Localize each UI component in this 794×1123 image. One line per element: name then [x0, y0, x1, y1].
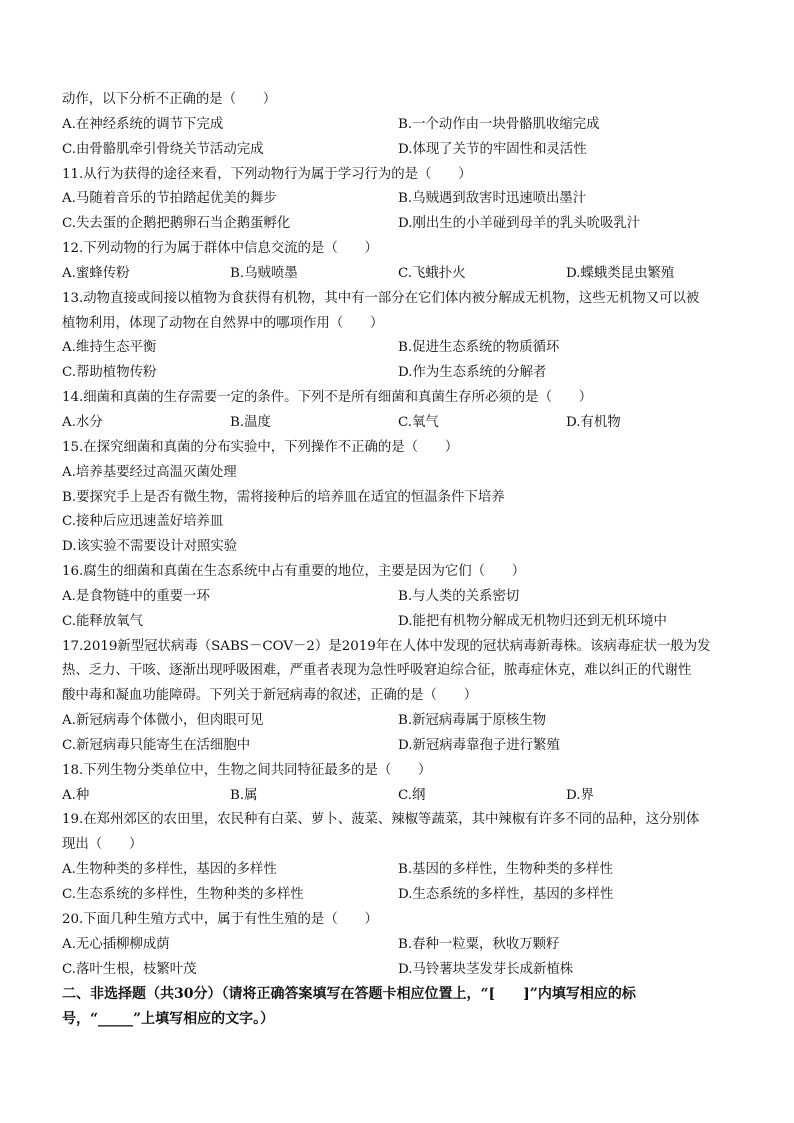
q19-option-a: A.生物种类的多样性，基因的多样性	[62, 862, 277, 878]
q11-options-row	[62, 212, 734, 237]
q20-option-c: C.落叶生根，枝繁叶茂	[62, 961, 197, 977]
q17-option-c: C.新冠病毒只能寄生在活细胞中	[62, 737, 251, 753]
q18-option-c: C.纲	[398, 787, 426, 803]
q11-option-b: B.乌贼遇到敌害时迅速喷出墨汁	[398, 191, 587, 207]
q17-option-d: D.新冠病毒靠孢子进行繁殖	[398, 737, 560, 753]
exam-page	[62, 88, 734, 1032]
q18-options-row	[62, 784, 734, 809]
section-2-heading: 二、非选择题（共30分）（请将正确答案填写在答题卡相应位置上，“[ ]”内填写相应的标	[62, 986, 636, 1003]
q18-stem: 18.下列生物分类单位中，生物之间共同特征最多的是（ ）	[62, 762, 432, 778]
q19-option-d: D.生态系统的多样性，基因的多样性	[398, 887, 614, 902]
q13-options-row	[62, 336, 734, 361]
q14-option-c: C.氧气	[398, 414, 439, 430]
q13-stem-line: 13.动物直接或间接以植物为食获得有机物，其中有一部分在它们体内被分解成无机物，这些无机物又可以被	[62, 290, 700, 306]
q20-option-b: B.春种一粒粟，秋收万颗籽	[398, 936, 560, 952]
q18-option-a: A.种	[62, 787, 90, 803]
q15-option-b: B.要探究手上是否有微生物，需将接种后的培养皿在适宜的恒温条件下培养	[62, 489, 505, 505]
q10-option-c: C.由骨骼肌牵引骨绕关节活动完成	[62, 141, 264, 157]
q14-options-row	[62, 411, 734, 436]
q12-option-b: B.乌贼喷墨	[230, 265, 298, 281]
q19-options-row	[62, 858, 734, 883]
q13-option-d: D.作为生态系统的分解者	[398, 365, 547, 381]
q14-option-a: A.水分	[62, 414, 103, 430]
q11-options-row	[62, 187, 734, 212]
q19-options-row	[62, 883, 734, 908]
q16-option-d: D.能把有机物分解成无机物归还到无机环境中	[398, 613, 667, 629]
q17-options-row	[62, 709, 734, 734]
q11-option-d: D.刚出生的小羊碰到母羊的乳头吮吸乳汁	[398, 216, 641, 232]
q13-option-a: A.维持生态平衡	[62, 340, 157, 356]
q15-option-c: C.接种后应迅速盖好培养皿	[62, 514, 224, 530]
q18-option-b: B.属	[230, 787, 258, 803]
q16-option-b: B.与人类的关系密切	[398, 588, 520, 604]
q12-option-d: D.蝶蛾类昆虫繁殖	[566, 265, 675, 281]
q20-option-a: A.无心插柳柳成荫	[62, 936, 170, 952]
q17-stem-line: 酸中毒和凝血功能障碍。下列关于新冠病毒的叙述，正确的是（ ）	[62, 688, 478, 704]
q19-option-b: B.基因的多样性，生物种类的多样性	[398, 862, 613, 878]
q17-option-b: B.新冠病毒属于原核生物	[398, 713, 547, 729]
q12-option-c: C.飞蛾扑火	[398, 265, 466, 281]
q13-options-row	[62, 361, 734, 386]
q17-option-a: A.新冠病毒个体微小，但肉眼可见	[62, 713, 264, 729]
q10-option-d: D.体现了关节的牢固性和灵活性	[398, 141, 587, 157]
q10-option-b: B.一个动作由一块骨骼肌收缩完成	[398, 116, 600, 132]
q20-options-row	[62, 933, 734, 958]
q10-options-row	[62, 138, 734, 163]
q11-option-c: C.失去蛋的企鹅把鹅卵石当企鹅蛋孵化	[62, 216, 291, 232]
q20-options-row	[62, 958, 734, 983]
q13-option-b: B.促进生态系统的物质循环	[398, 340, 560, 356]
q16-option-a: A.是食物链中的重要一环	[62, 588, 210, 604]
q13-option-c: C.帮助植物传粉	[62, 365, 157, 381]
q10-option-a: A.在神经系统的调节下完成	[62, 116, 224, 132]
q11-option-a: A.马随着音乐的节拍踏起优美的舞步	[62, 191, 277, 207]
q12-options-row	[62, 262, 734, 287]
q10-options-row	[62, 113, 734, 138]
q17-stem-line: 热、乏力、干咳、逐渐出现呼吸困难，严重者表现为急性呼吸窘迫综合征，脓毒症休克，难以纠正的代谢性	[62, 663, 692, 679]
q12-stem: 12.下列动物的行为属于群体中信息交流的是（ ）	[62, 241, 378, 257]
q16-option-c: C.能释放氧气	[62, 613, 143, 629]
q19-option-c: C.生态系统的多样性，生物种类的多样性	[62, 887, 304, 902]
q15-option-d: D.该实验不需要设计对照实验	[62, 539, 238, 555]
q17-options-row	[62, 734, 734, 759]
q17-stem-line: 17.2019新型冠状病毒（SABS－COV－2）是2019年在人体中发现的冠状病毒新毒株。该病毒症状一般为发	[62, 638, 711, 654]
q14-option-b: B.温度	[230, 414, 271, 430]
q16-options-row	[62, 585, 734, 610]
q15-stem: 15.在探究细菌和真菌的分布实验中，下列操作不正确的是（ ）	[62, 439, 459, 455]
q12-option-a: A.蜜蜂传粉	[62, 265, 130, 281]
q14-stem: 14.细菌和真菌的生存需要一定的条件。下列不是所有细菌和真菌生存所必须的是（ ）	[62, 390, 593, 406]
q19-stem-line: 19.在郑州郊区的农田里，农民种有白菜、萝卜、菠菜、辣椒等蔬菜，其中辣椒有许多不同的品种，这分别体	[62, 812, 700, 828]
q14-option-d: D.有机物	[566, 414, 621, 430]
q13-stem-line: 植物利用，体现了动物在自然界中的哪项作用（ ）	[62, 315, 384, 331]
q20-stem: 20.下面几种生殖方式中，属于有性生殖的是（ ）	[62, 911, 378, 927]
q19-stem-line: 现出（ ）	[62, 837, 143, 853]
q11-stem: 11.从行为获得的途径来看，下列动物行为属于学习行为的是（ ）	[62, 166, 472, 182]
q20-option-d: D.马铃薯块茎发芽长成新植株	[398, 961, 574, 977]
q18-option-d: D.界	[566, 787, 594, 803]
q16-stem: 16.腐生的细菌和真菌在生态系统中占有重要的地位，主要是因为它们（ ）	[62, 564, 526, 580]
section-2-heading-cont: 号，“_____”上填写相应的文字。）	[62, 1011, 275, 1028]
q15-option-a: A.培养基要经过高温灭菌处理	[62, 464, 237, 480]
q16-options-row	[62, 610, 734, 635]
q10-stem: 动作，以下分析不正确的是（ ）	[62, 92, 277, 107]
